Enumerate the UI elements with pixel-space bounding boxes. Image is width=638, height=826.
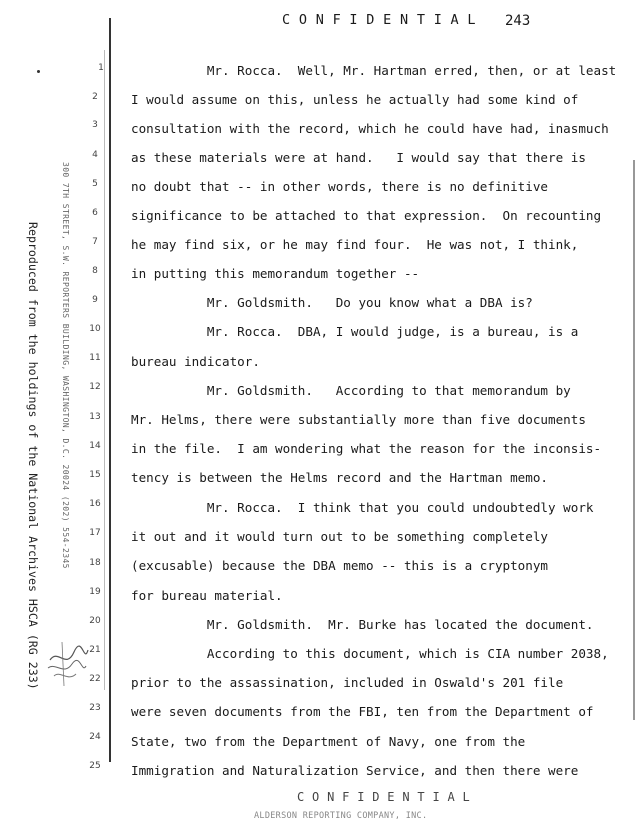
margin-speck — [37, 70, 40, 73]
reporter-address-stamp: 300 7TH STREET, S.W. REPORTERS BUILDING, WASHINGTON, D.C. 20024 (202) 554-2345 — [61, 162, 70, 569]
transcript-line: Immigration and Naturalization Service, and then there were — [131, 763, 579, 778]
transcript-line: (excusable) because the DBA memo -- this is a cryptonym — [131, 558, 549, 573]
line-number: 1 — [98, 63, 104, 73]
line-number: 12 — [89, 382, 101, 392]
line-number: 4 — [92, 150, 98, 160]
footer-confidential: C O N F I D E N T I A L — [297, 790, 471, 804]
left-margin-rule-faint — [104, 50, 105, 690]
header-confidential: C O N F I D E N T I A L — [282, 12, 476, 28]
handwritten-initials-scribble — [44, 630, 92, 692]
transcript-line: in putting this memorandum together -- — [131, 266, 420, 281]
line-number: 9 — [92, 295, 98, 305]
line-number: 21 — [89, 645, 101, 655]
transcript-line: as these materials were at hand. I would say that there is — [131, 150, 586, 165]
transcript-line: it out and it would turn out to be something completely — [131, 529, 549, 544]
transcript-line: State, two from the Department of Navy, one from the — [131, 734, 526, 749]
line-number: 22 — [89, 674, 101, 684]
line-number: 6 — [92, 208, 98, 218]
transcript-line: Mr. Goldsmith. Mr. Burke has located the document. — [131, 617, 594, 632]
transcript-line: Mr. Rocca. DBA, I would judge, is a bureau, is a — [131, 324, 579, 339]
line-number: 25 — [89, 761, 101, 771]
page-number: 243 — [505, 13, 531, 29]
transcript-line: for bureau material. — [131, 588, 283, 603]
transcript-line: prior to the assassination, included in Oswald's 201 file — [131, 675, 564, 690]
transcript-line: no doubt that -- in other words, there is no definitive — [131, 179, 549, 194]
transcript-line: Mr. Rocca. Well, Mr. Hartman erred, then, or at least — [131, 63, 617, 78]
transcript-line: were seven documents from the FBI, ten from the Department of — [131, 704, 594, 719]
transcript-line: he may find six, or he may find four. He was not, I think, — [131, 237, 579, 252]
line-number: 7 — [92, 237, 98, 247]
transcript-line: Mr. Goldsmith. According to that memorandum by — [131, 383, 571, 398]
transcript-line: I would assume on this, unless he actually had some kind of — [131, 92, 579, 107]
transcript-line: in the file. I am wondering what the reason for the inconsis- — [131, 441, 602, 456]
left-margin-rule — [109, 18, 111, 762]
line-number: 10 — [89, 324, 101, 334]
line-number: 16 — [89, 499, 101, 509]
line-number: 20 — [89, 616, 101, 626]
reproduction-notice: Reproduced from the holdings of the National Archives HSCA (RG 233) — [26, 222, 40, 690]
line-number: 8 — [92, 266, 98, 276]
line-number: 18 — [89, 558, 101, 568]
line-number: 2 — [92, 92, 98, 102]
line-number: 23 — [89, 703, 101, 713]
footer-reporting-company: ALDERSON REPORTING COMPANY, INC. — [254, 811, 428, 821]
line-number: 17 — [89, 528, 101, 538]
transcript-line: bureau indicator. — [131, 354, 260, 369]
transcript-line: consultation with the record, which he could have had, inasmuch — [131, 121, 609, 136]
line-number: 5 — [92, 179, 98, 189]
transcript-line: Mr. Goldsmith. Do you know what a DBA is? — [131, 295, 533, 310]
line-number: 19 — [89, 587, 101, 597]
transcript-line: According to this document, which is CIA number 2038, — [131, 646, 609, 661]
transcript-line: Mr. Helms, there were substantially more than five documents — [131, 412, 586, 427]
line-number: 11 — [89, 353, 101, 363]
transcript-line: tency is between the Helms record and the Hartman memo. — [131, 470, 549, 485]
line-number: 24 — [89, 732, 101, 742]
transcript-line: Mr. Rocca. I think that you could undoubtedly work — [131, 500, 594, 515]
transcript-line: significance to be attached to that expression. On recounting — [131, 208, 602, 223]
line-number: 14 — [89, 441, 101, 451]
right-page-edge — [633, 160, 635, 720]
line-number: 15 — [89, 470, 101, 480]
line-number: 3 — [92, 120, 98, 130]
line-number: 13 — [89, 412, 101, 422]
